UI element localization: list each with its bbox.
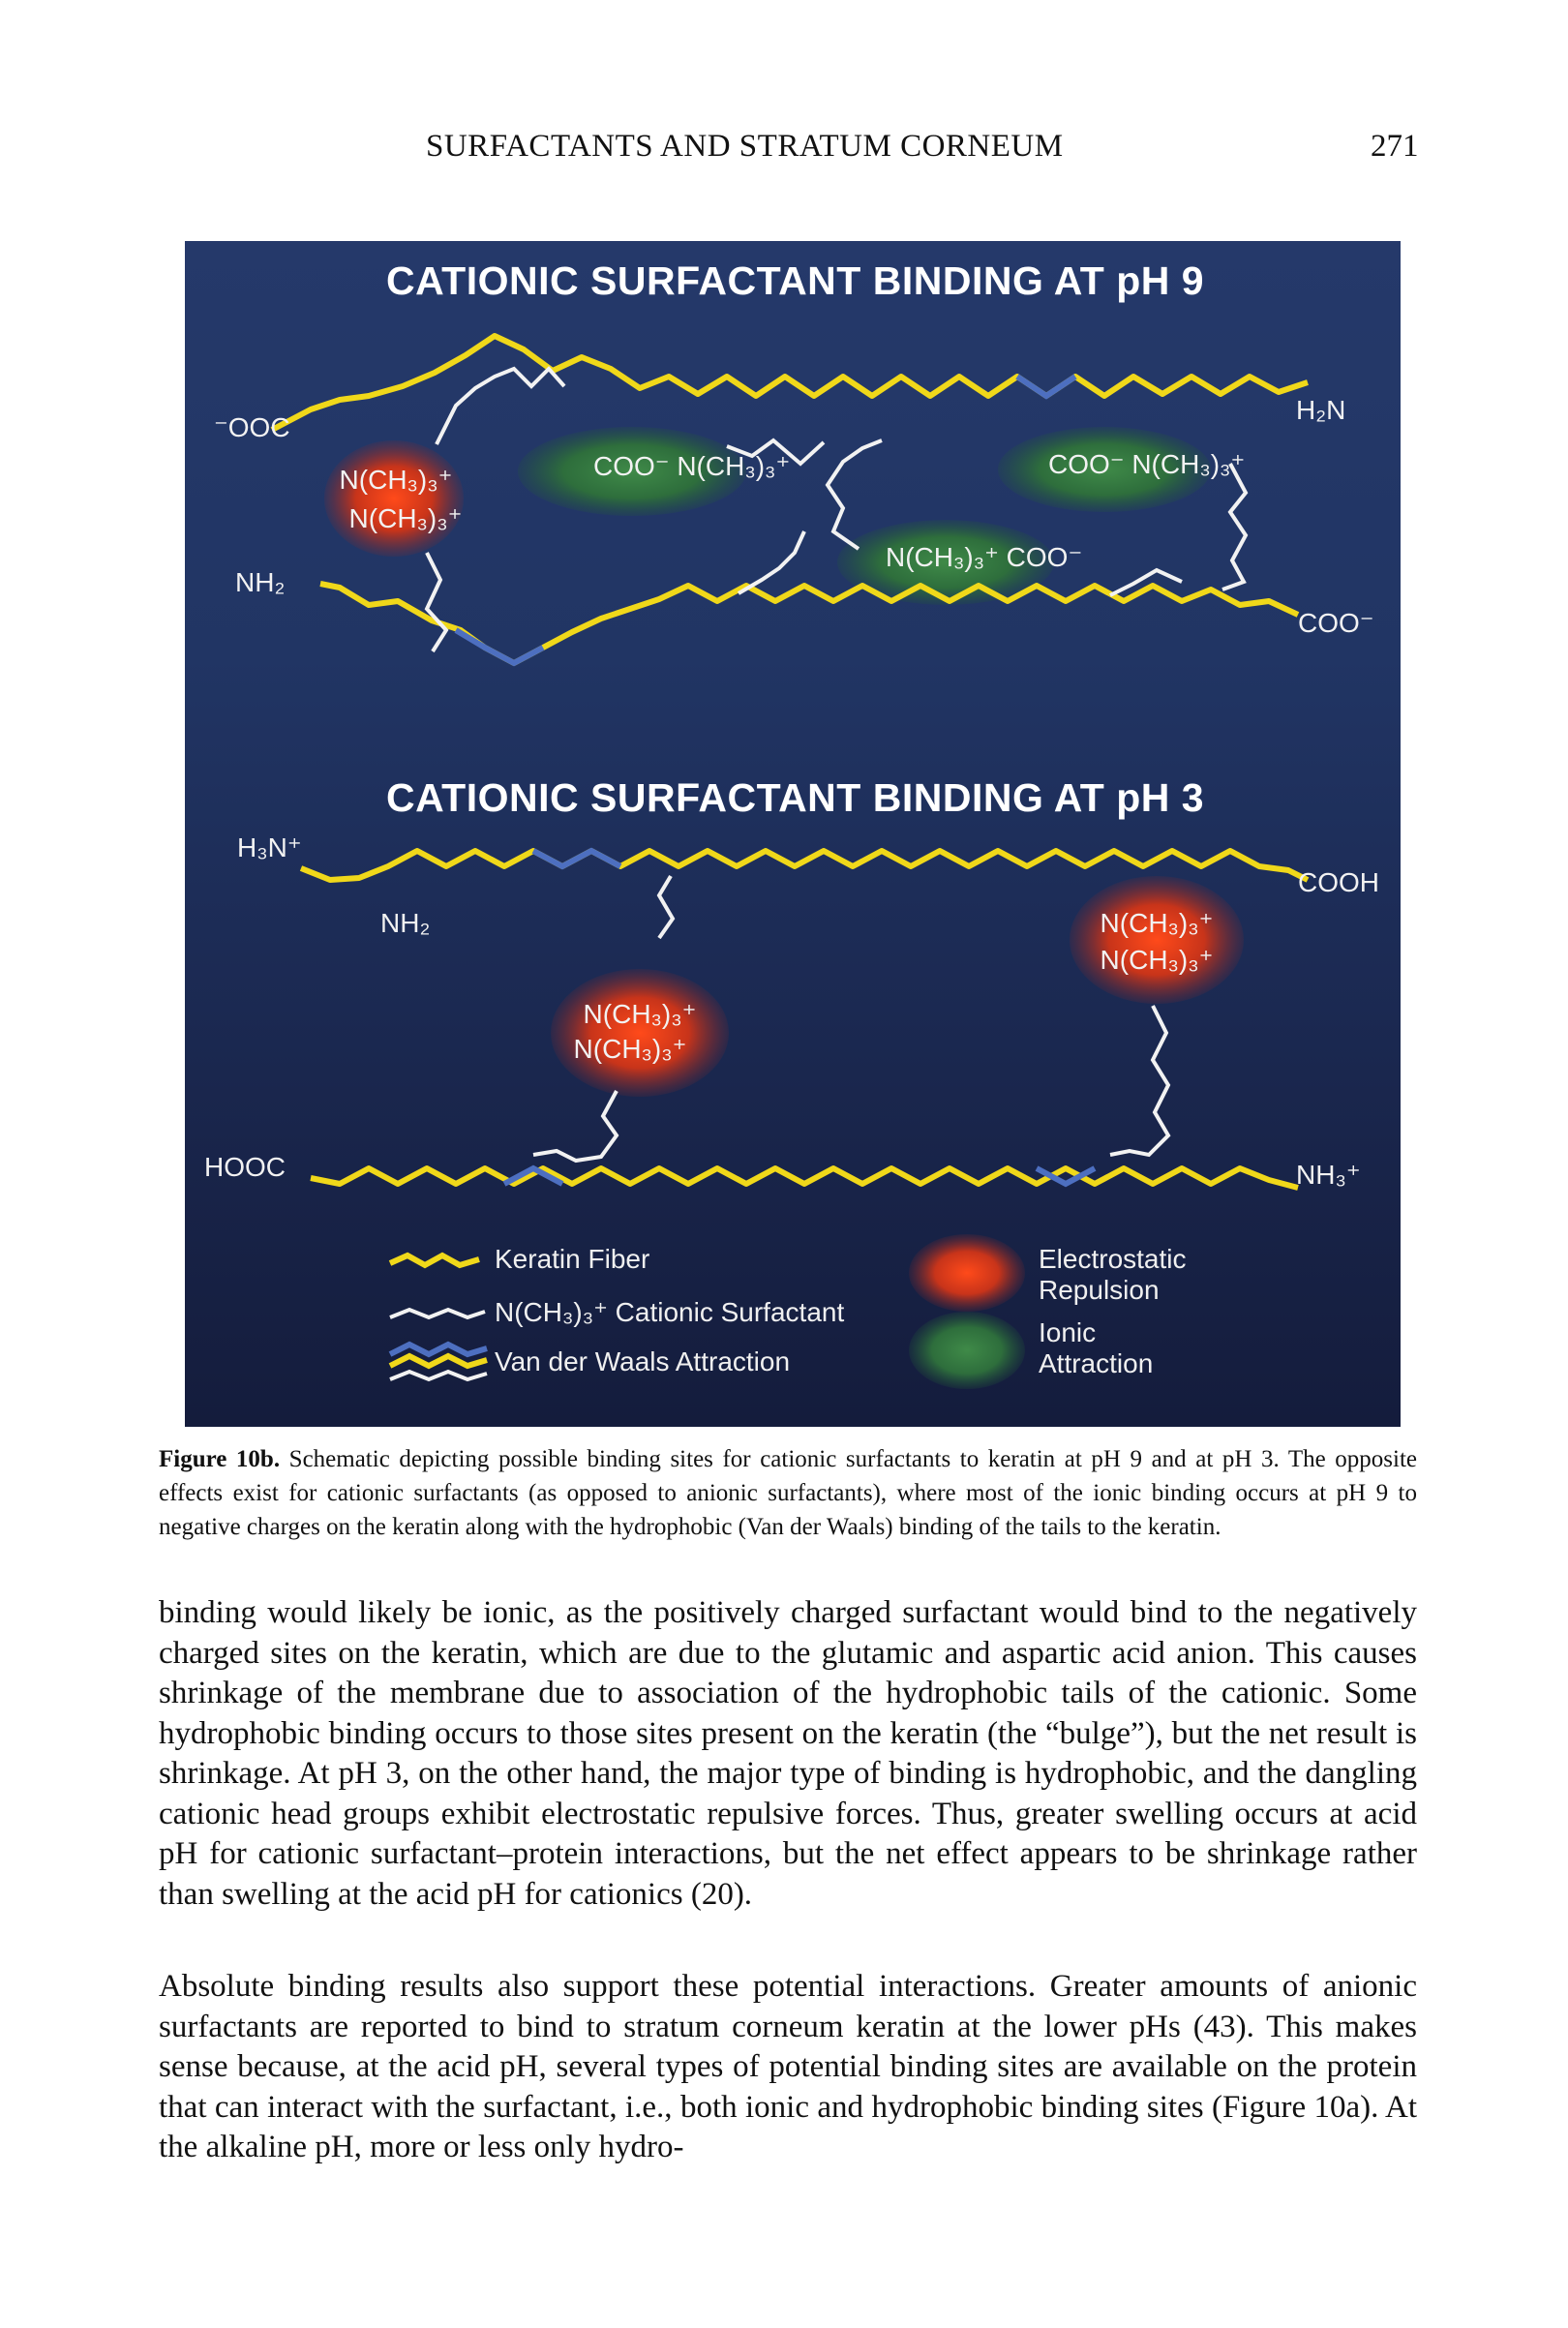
label-nh2-left: NH₂ <box>235 567 286 597</box>
label-nh2-mid: NH₂ <box>380 908 431 938</box>
vdw-segment-top-2 <box>1017 377 1075 396</box>
caption-label: Figure 10b. <box>159 1446 281 1472</box>
label-cooh-right: COOH <box>1298 867 1379 897</box>
body-paragraph-2: Absolute binding results also support these potential interactions. Greater amounts of anionic surfactants are reported to bind to stratum corneum keratin at the lower pHs (43). This makes sense because, at the acid pH, several types of potential binding sites are available on the protein that can interact with the surfactant, i.e., both ionic and hydrophobic binding sites (Figure 10a). At the alkaline pH, more or less only hydro- <box>159 1969 1417 2164</box>
keratin-fiber-bottom-lower <box>311 1168 1298 1188</box>
red-blob-top-label-2: N(CH₃)₃⁺ <box>348 503 463 533</box>
red-blob-top <box>324 440 464 557</box>
legend-attraction-label-1: Ionic <box>1039 1317 1097 1347</box>
body-paragraph-1: binding would likely be ionic, as the positively charged surfactant would bind to the negatively charged sites on the keratin, which are due to the glutamic and aspartic acid anion. This causes shrinkage of the membrane due to association of the hydrophobic tails of the cationic. Some hydrophobic binding occurs to those sites present on the keratin (the “bulge”), but the net result is shrinkage. At pH 3, on the other hand, the major type of binding is hydrophobic, and the dangling cationic head groups exhibit electrostatic repulsive forces. Thus, greater swelling occurs at acid pH for cationic surfactant–protein interactions, but the net effect appears to be shrinkage rather than swelling at the acid pH for cationics (20). <box>159 1595 1417 1912</box>
legend-repulsion-label-1: Electrostatic <box>1039 1244 1187 1274</box>
surfactant-tail-bottom-1 <box>659 876 673 938</box>
green-blob-top-2-label: COO⁻ N(CH₃)₃⁺ <box>1048 449 1246 479</box>
figure-10b <box>185 241 1401 1427</box>
label-coo-right: COO⁻ <box>1298 608 1374 638</box>
red-blob-bottom-1-label-1: N(CH₃)₃⁺ <box>583 999 697 1029</box>
red-blob-bottom-2 <box>1070 876 1244 1004</box>
legend-repulsion-label-2: Repulsion <box>1039 1275 1160 1305</box>
legend-vdw-swatch-blue <box>390 1345 487 1354</box>
green-blob-top-3-label: N(CH₃)₃⁺ COO⁻ <box>886 542 1083 572</box>
panel-bottom-title: CATIONIC SURFACTANT BINDING AT pH 3 <box>386 775 1205 820</box>
caption-text: Schematic depicting possible binding sites for cationic surfactants to keratin at pH 9 and at pH 3. The opposite effects exist for cationic surfactants (as opposed to anionic surfactants), where most of the ionic binding occurs at pH 9 to negative charges on the keratin along with the hydrophobic (Van der Waals) binding of the tails to the keratin. <box>159 1446 1418 1540</box>
keratin-fiber-bottom-upper <box>301 851 1308 880</box>
legend-vdw-swatch-white <box>390 1372 487 1379</box>
label-h3n-left: H₃N⁺ <box>237 832 302 862</box>
label-ooc-left: ⁻OOC <box>214 412 290 442</box>
keratin-fiber-top-upper <box>272 336 1308 430</box>
running-head <box>0 129 1568 177</box>
legend-keratin-swatch <box>390 1255 479 1265</box>
legend-vdw-label: Van der Waals Attraction <box>495 1346 791 1376</box>
vdw-segment-bottom-1 <box>533 851 620 866</box>
surfactant-tail-top-1 <box>437 369 564 444</box>
surfactant-tail-bottom-2 <box>533 1091 617 1161</box>
legend-repulsion-swatch <box>909 1234 1025 1312</box>
red-blob-bottom-2-label-2: N(CH₃)₃⁺ <box>1100 945 1214 975</box>
red-blob-bottom-1 <box>551 969 729 1097</box>
red-blob-top-label-1: N(CH₃)₃⁺ <box>339 465 453 495</box>
label-nh3-right: NH₃⁺ <box>1296 1160 1361 1190</box>
figure-caption <box>159 1442 1417 1544</box>
panel-top-title: CATIONIC SURFACTANT BINDING AT pH 9 <box>386 258 1205 303</box>
legend-vdw-swatch-yellow <box>390 1356 487 1366</box>
surfactant-tail-top-2 <box>427 553 446 651</box>
figure-artwork <box>185 241 1401 1427</box>
legend-attraction-swatch <box>909 1312 1025 1389</box>
legend-keratin-label: Keratin Fiber <box>495 1244 650 1274</box>
surfactant-tail-bottom-3 <box>1110 1006 1168 1155</box>
green-blob-top-1-label: COO⁻ N(CH₃)₃⁺ <box>593 451 791 481</box>
red-blob-bottom-1-label-2: N(CH₃)₃⁺ <box>573 1034 687 1064</box>
keratin-fiber-top-lower <box>320 584 1298 663</box>
vdw-segment-top-1 <box>456 630 543 663</box>
label-hooc-left: HOOC <box>204 1152 286 1182</box>
page-number: 271 <box>1371 129 1419 164</box>
legend-attraction-label-2: Attraction <box>1039 1348 1154 1378</box>
red-blob-bottom-2-label-1: N(CH₃)₃⁺ <box>1100 908 1214 938</box>
legend-cationic-label: N(CH₃)₃⁺ Cationic Surfactant <box>495 1297 845 1327</box>
running-head-title: SURFACTANTS AND STRATUM CORNEUM <box>426 129 1064 164</box>
label-h2n-right: H₂N <box>1296 395 1346 425</box>
legend-cationic-swatch <box>390 1310 485 1317</box>
surfactant-tail-top-6 <box>1222 464 1246 590</box>
